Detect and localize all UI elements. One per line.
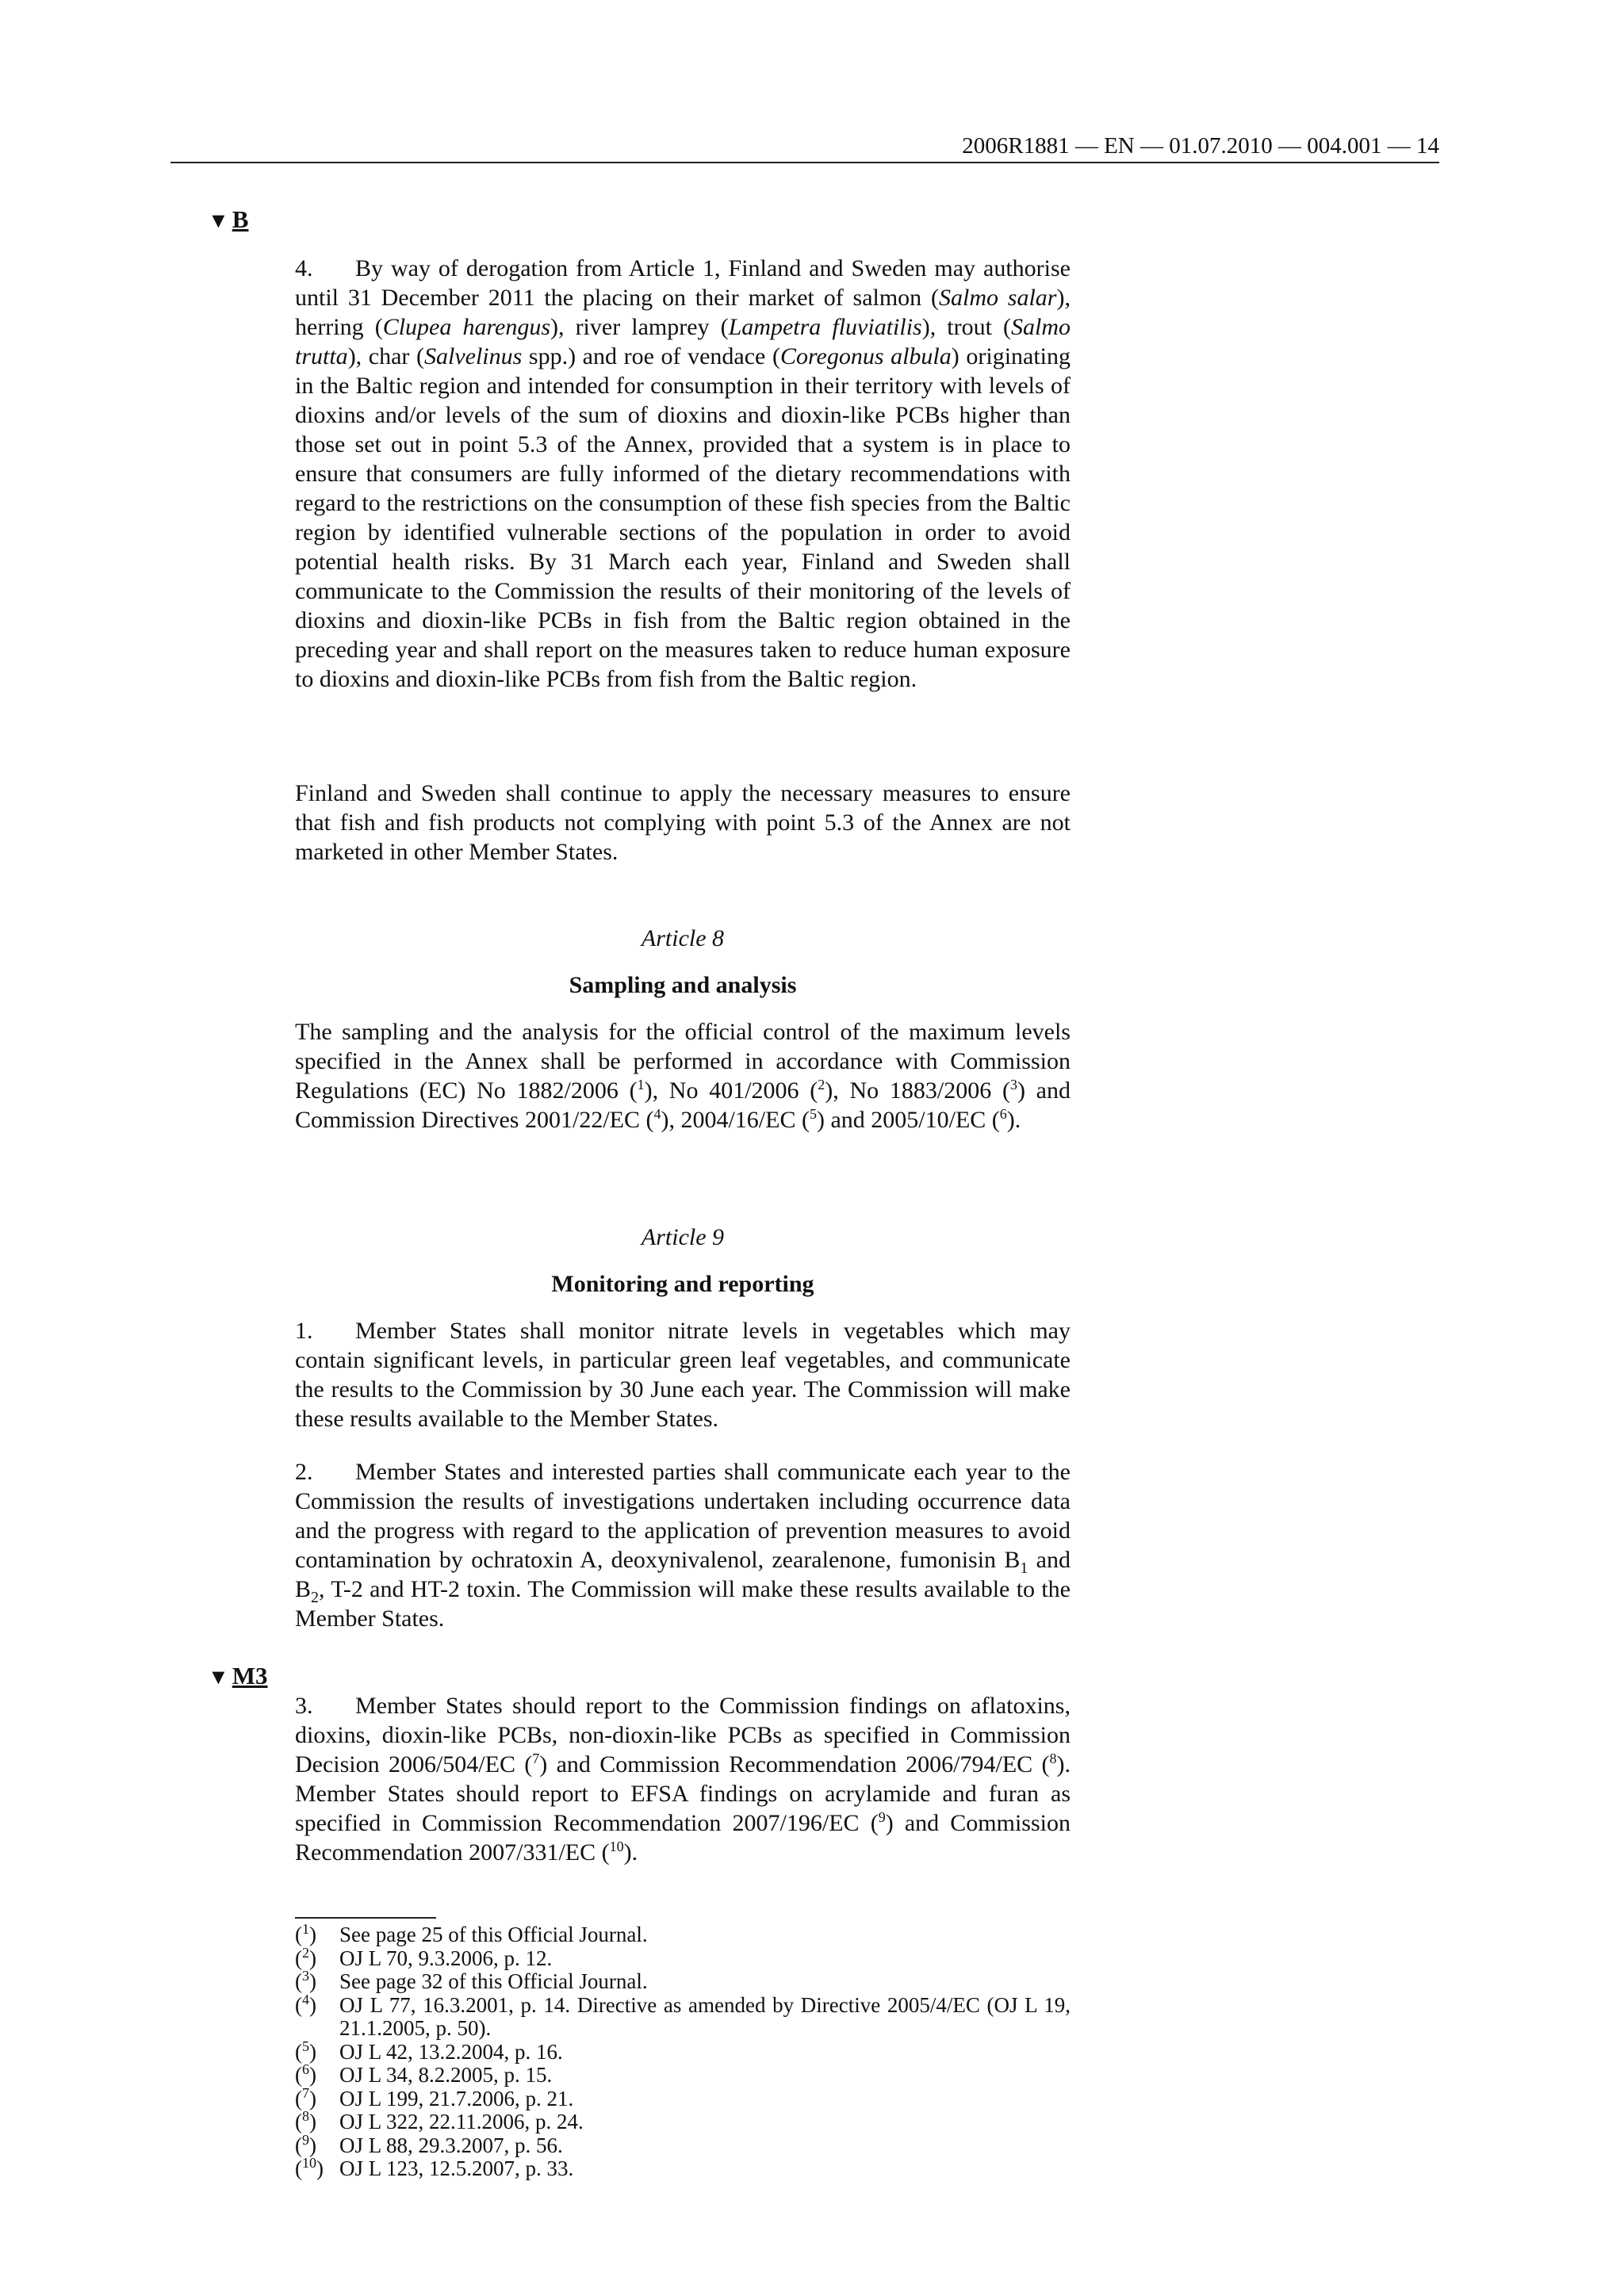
footnote-text: OJ L 42, 13.2.2004, p. 16. (339, 2039, 563, 2064)
text-run: ), No 1883/2006 ( (825, 1077, 1010, 1104)
article9-paragraph3 (295, 1691, 1071, 1867)
paragraph-number: 3. (295, 1693, 313, 1719)
text-run: Member States should report to the Commission findings on aflatoxins, dioxins, dioxin-like PCBs, non-dioxin-like PCBs as specified in Commission Decision 2006/504/EC ( (295, 1693, 1071, 1777)
paragraph-text (295, 1316, 1071, 1433)
footnote-text: OJ L 199, 21.7.2006, p. 21. (339, 2086, 574, 2110)
footnote-ref[interactable]: 8 (1049, 1751, 1057, 1766)
footnote-ref[interactable]: 1 (637, 1077, 645, 1093)
footnote-text: OJ L 123, 12.5.2007, p. 33. (339, 2156, 574, 2180)
text-run: , T-2 and HT-2 toxin. The Commission will make these results available to the Member States. (295, 1576, 1071, 1632)
paragraph-number: 1. (295, 1318, 313, 1344)
article-label: Article 9 (641, 1224, 725, 1250)
footnote: ($^7$) OJ L 199, 21.7.2006, p. 21. (295, 2087, 1071, 2111)
species-name: Lampetra fluviatilis (728, 314, 922, 340)
footnote-number: 10 (302, 2155, 316, 2171)
text-run: ). (623, 1839, 638, 1866)
text-run: ). (1006, 1107, 1021, 1133)
paragraph-text (295, 1457, 1071, 1633)
running-header (170, 132, 1439, 163)
paragraph-text: Finland and Sweden shall continue to apply the necessary measures to ensure that fish and fish products not complying with point 5.3 of the Annex are not marketed in other Member States. (295, 780, 1071, 865)
footnote: ($^9$) OJ L 88, 29.3.2007, p. 56. (295, 2134, 1071, 2158)
paragraph-text (295, 1017, 1071, 1135)
footnote-number: 7 (302, 2084, 309, 2101)
footnote: ($^2$) OJ L 70, 9.3.2006, p. 12. (295, 1947, 1071, 1971)
article-title: Sampling and analysis (569, 972, 797, 998)
text-run: ), trout ( (921, 314, 1012, 340)
footnote-number: 1 (302, 1921, 309, 1937)
text-run: ) originating in the Baltic region and intended for consumption in their territory with levels of dioxins and/or levels of the sum of dioxins and dioxin-like PCBs higher than those set out in point 5.3 of the Annex, provided that a system is in place to ensure that consumers are fully informed of the dietary recommendations with regard to the restrictions on the consumption of these fish species from the Baltic region by identified vulnerable sections of the population in order to avoid potential health risks. By 31 March each year, Finland and Sweden shall communicate to the Commission the results of their monitoring of the levels of dioxins and dioxin-like PCBs in fish from the Baltic region obtained in the preceding year and shall report on the measures taken to reduce human exposure to dioxins and dioxin-like PCBs from fish from the Baltic region. (295, 343, 1071, 692)
text-run: Member States shall monitor nitrate levels in vegetables which may contain significant levels, in particular green leaf vegetables, and communicate the results to the Commission by 30 June each year. The Commission will make these results available to the Member States. (295, 1318, 1071, 1432)
footnote: ($^5$) OJ L 42, 13.2.2004, p. 16. (295, 2041, 1071, 2064)
subscript: 1 (1020, 1559, 1028, 1577)
footnote-number: 2 (302, 1944, 309, 1961)
paragraph-text (295, 1691, 1071, 1867)
footnote-number: 3 (302, 1968, 309, 1984)
text-run: ). Member States should report to EFSA findings on acrylamide and furan as specified in Commission Recommendation 2007/196/EC ( (295, 1751, 1071, 1836)
text-run: ), No 401/2006 ( (644, 1077, 818, 1104)
marker-code-m3: M3 (232, 1662, 268, 1689)
footnote-ref[interactable]: 10 (609, 1839, 624, 1854)
footnote-number: 9 (302, 2131, 309, 2148)
species-name: Clupea harengus (382, 314, 550, 340)
text-run: ) and 2005/10/EC ( (816, 1107, 1000, 1133)
article9 (295, 1223, 1071, 1633)
footnote-text: OJ L 34, 8.2.2005, p. 15. (339, 2063, 553, 2087)
footnote: ($^6$) OJ L 34, 8.2.2005, p. 15. (295, 2064, 1071, 2087)
article-title: Monitoring and reporting (551, 1271, 814, 1297)
footnote-number: 8 (302, 2108, 309, 2124)
footnote-divider (295, 1917, 436, 1919)
footnote-text: OJ L 88, 29.3.2007, p. 56. (339, 2133, 563, 2157)
triangle-down-icon: ▼ (208, 209, 229, 232)
text-run: ) and Commission Recommendation 2007/331/EC ( (295, 1810, 1071, 1866)
footnote-text: OJ L 77, 16.3.2001, p. 14. Directive as amended by Directive 2005/4/EC (OJ L 19, 21.1.2005, p. 50). (339, 1992, 1071, 2040)
footnote-number: 4 (302, 1991, 309, 2007)
text-run: ), char ( (347, 343, 424, 369)
footnote-ref[interactable]: 7 (532, 1751, 540, 1766)
text-run: ) and Commission Recommendation 2006/794/EC ( (539, 1751, 1050, 1777)
article7-paragraph4 (295, 254, 1071, 694)
paragraph-text (295, 254, 1071, 694)
triangle-down-icon: ▼ (208, 1665, 229, 1689)
footnotes-list (295, 1923, 1071, 2181)
text-run: ), herring ( (295, 285, 1071, 340)
text-run: By way of derogation from Article 1, Finland and Sweden may authorise until 31 December 2011 the placing on their market of salmon ( (295, 255, 1071, 311)
footnote-text: See page 25 of this Official Journal. (339, 1923, 648, 1946)
amendment-marker-b (208, 205, 248, 235)
species-name: Salmo trutta (295, 314, 1071, 369)
footnote: ($^8$) OJ L 322, 22.11.2006, p. 24. (295, 2110, 1071, 2134)
article8 (295, 924, 1071, 1135)
paragraph-number: 2. (295, 1459, 313, 1485)
footnote-ref[interactable]: 3 (1009, 1077, 1017, 1093)
footnote-text: OJ L 322, 22.11.2006, p. 24. (339, 2110, 584, 2133)
article7-paragraph5 (295, 779, 1071, 867)
text-run: Member States and interested parties shall communicate each year to the Commission the results of investigations undertaken including occurrence data and the progress with regard to the application of prevention measures to avoid contamination by ochratoxin A, deoxynivalenol, zearalenone, fumonisin B (295, 1459, 1071, 1573)
amendment-marker-m3 (208, 1661, 268, 1692)
footnote-number: 6 (302, 2061, 309, 2077)
text-run: ), 2004/16/EC ( (661, 1107, 810, 1133)
footnote-ref[interactable]: 2 (818, 1077, 825, 1093)
text-run: spp.) and roe of vendace ( (522, 343, 780, 369)
species-name: Salvelinus (424, 343, 523, 369)
paragraph-number: 4. (295, 255, 313, 281)
article-label: Article 8 (641, 925, 725, 951)
marker-code-b: B (232, 205, 249, 233)
footnote: ($^3$) See page 32 of this Official Journal. (295, 1970, 1071, 1994)
subscript: 2 (311, 1589, 320, 1606)
footnote-text: See page 32 of this Official Journal. (339, 1969, 648, 1993)
text-run: ), river lamprey ( (550, 314, 729, 340)
text-run: and B (295, 1547, 1071, 1602)
footnote-number: 5 (302, 2038, 309, 2054)
footnote-ref[interactable]: 9 (878, 1809, 886, 1825)
text-run: ) and Commission Directives 2001/22/EC ( (295, 1077, 1071, 1133)
footnote: ($^4$) OJ L 77, 16.3.2001, p. 14. Directive as amended by Directive 2005/4/EC (OJ L 19, 21.1.2005, p. 50). (295, 1991, 1071, 2040)
running-head-text: 2006R1881 — EN — 01.07.2010 — 004.001 — 14 (962, 133, 1439, 159)
species-name: Salmo salar (938, 285, 1057, 311)
footnote: ($^{10}$) OJ L 123, 12.5.2007, p. 33. (295, 2157, 1071, 2181)
text-run: The sampling and the analysis for the official control of the maximum levels specified in the Annex shall be performed in accordance with Commission Regulations (EC) No 1882/2006 ( (295, 1019, 1071, 1104)
footnote-text: OJ L 70, 9.3.2006, p. 12. (339, 1946, 553, 1970)
footnote-ref[interactable]: 4 (653, 1106, 661, 1122)
species-name: Coregonus albula (779, 343, 952, 369)
footnote-ref[interactable]: 5 (809, 1106, 817, 1122)
footnote: ($^1$) See page 25 of this Official Journal. (295, 1923, 1071, 1947)
footnote-ref[interactable]: 6 (999, 1106, 1007, 1122)
